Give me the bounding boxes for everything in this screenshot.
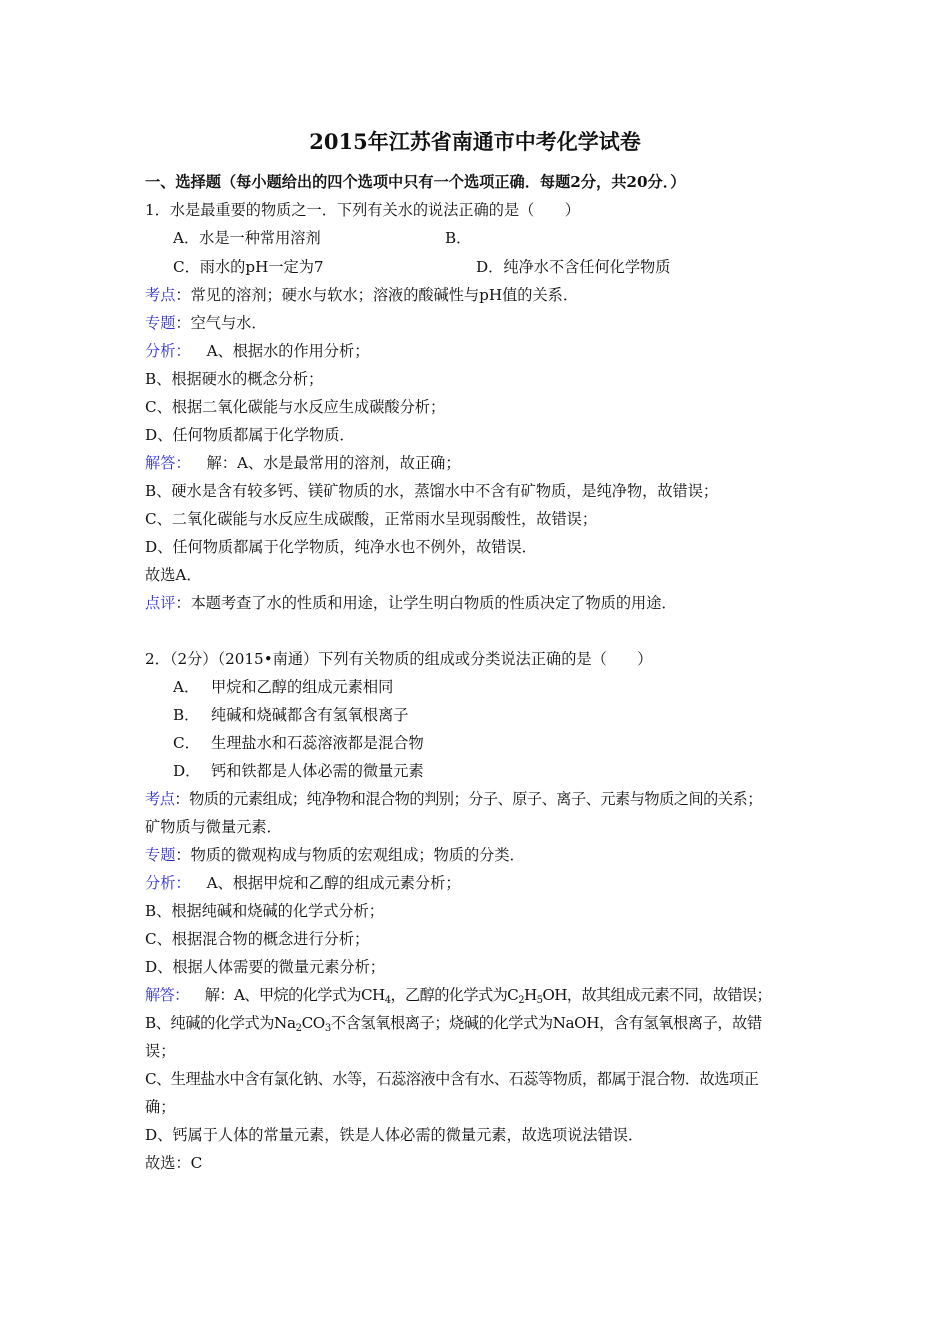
- q2-jieda-c-cont: 确；: [145, 1098, 176, 1116]
- q2-option-c: 生理盐水和石蕊溶液都是混合物: [211, 734, 424, 752]
- q2-jieda-c: C、生理盐水中含有氯化钠、水等，石蕊溶液中含有水、石蕊等物质，都属于混合物．故选项正: [145, 1070, 759, 1088]
- q2-jieda-b-cont: 误；: [145, 1042, 176, 1060]
- q2-jieda-d: D、钙属于人体的常量元素，铁是人体必需的微量元素，故选项说法错误．: [145, 1126, 644, 1144]
- q2-fenxi-b: B、根据纯碱和烧碱的化学式分析；: [145, 902, 384, 920]
- q2-zhuanti: [145, 845, 525, 865]
- q2-kaodian-cont: 矿物质与微量元素．: [145, 818, 282, 836]
- kaodian-label: 考点: [145, 286, 176, 304]
- q1-dianping: [145, 593, 677, 613]
- q1-kaodian: [145, 285, 578, 305]
- q2-option-a-letter: A．: [173, 678, 200, 696]
- jieda-b-text-3: 不含氢氧根离子；烧碱的化学式为NaOH，含有氢氧根离子，故错: [330, 1014, 762, 1032]
- fenxi-label: 分析：: [145, 874, 191, 892]
- zhuanti-text: ：物质的微观构成与物质的宏观组成；物质的分类．: [175, 846, 525, 864]
- fenxi-text: A、根据甲烷和乙醇的组成元素分析；: [206, 874, 461, 892]
- jieda-text-3: H: [523, 986, 537, 1004]
- q1-fenxi-d: D、任何物质都属于化学物质．: [145, 426, 355, 444]
- q1-option-d: D．纯净水不含任何化学物质: [476, 258, 671, 276]
- q1-zhuanti: [145, 313, 267, 333]
- q2-fenxi: [145, 873, 461, 893]
- q1-fenxi-c: C、根据二氧化碳能与水反应生成碳酸分析；: [145, 398, 446, 416]
- jieda-b-text-2: CO: [301, 1014, 325, 1032]
- q1-option-b-letter: B．: [445, 229, 472, 247]
- jieda-label: 解答：: [145, 454, 191, 472]
- section-heading: 一、选择题（每小题给出的四个选项中只有一个选项正确．每题2分，共20分．）: [145, 173, 686, 191]
- fenxi-label: 分析：: [145, 342, 191, 360]
- subscript: 5: [536, 995, 543, 1006]
- subscript: 4: [384, 995, 391, 1006]
- zhuanti-label: 专题: [145, 846, 176, 864]
- subscript: 2: [295, 1023, 302, 1034]
- q1-fenxi-b: B、根据硬水的概念分析；: [145, 370, 324, 388]
- q1-option-a: A．水是一种常用溶剂: [173, 229, 321, 247]
- fenxi-text: A、根据水的作用分析；: [206, 342, 370, 360]
- zhuanti-text: ：空气与水．: [175, 314, 267, 332]
- subscript: 2: [518, 995, 524, 1006]
- q1-jieda-d: D、任何物质都属于化学物质，纯净水也不例外，故错误．: [145, 538, 537, 556]
- dianping-text: ：本题考查了水的性质和用途，让学生明白物质的性质决定了物质的用途．: [175, 594, 677, 612]
- q2-jieda-b: [145, 1013, 762, 1033]
- q1-fenxi: [145, 341, 369, 361]
- q2-fenxi-d: D、根据人体需要的微量元素分析；: [145, 958, 385, 976]
- jieda-text-1: 解：A、甲烷的化学式为CH: [204, 986, 385, 1004]
- q2-option-b: 纯碱和烧碱都含有氢氧根离子: [211, 706, 409, 724]
- q2-fenxi-c: C、根据混合物的概念进行分析；: [145, 930, 370, 948]
- page-title: 2015年江苏省南通市中考化学试卷: [309, 129, 641, 154]
- kaodian-text: ：物质的元素组成；纯净物和混合物的判别；分子、原子、离子、元素与物质之间的关系；: [174, 790, 762, 808]
- q1-answer: 故选A．: [145, 566, 202, 584]
- question-2-stem: 2．（2分）（2015•南通）下列有关物质的组成或分类说法正确的是（ ）: [145, 650, 653, 668]
- q1-jieda: [145, 453, 461, 473]
- q2-kaodian: [145, 789, 762, 809]
- q2-jieda: [145, 985, 771, 1005]
- question-1-stem: 1．水是最重要的物质之一．下列有关水的说法正确的是（ ）: [145, 201, 580, 219]
- jieda-b-text-1: B、纯碱的化学式为Na: [145, 1014, 296, 1032]
- q2-answer: 故选：C: [145, 1154, 203, 1172]
- q2-option-d: 钙和铁都是人体必需的微量元素: [211, 762, 424, 780]
- q2-option-b-letter: B．: [173, 706, 200, 724]
- q1-jieda-c: C、二氧化碳能与水反应生成碳酸，正常雨水呈现弱酸性，故错误；: [145, 510, 598, 528]
- q1-jieda-b: B、硬水是含有较多钙、镁矿物质的水，蒸馏水中不含有矿物质，是纯净物，故错误；: [145, 482, 719, 500]
- q2-option-d-letter: D．: [173, 762, 201, 780]
- jieda-text-4: OH，故其组成元素不同，故错误；: [542, 986, 772, 1004]
- jieda-text: 解：A、水是最常用的溶剂，故正确；: [206, 454, 461, 472]
- jieda-text-2: ，乙醇的化学式为C: [390, 986, 519, 1004]
- kaodian-label: 考点: [145, 790, 175, 808]
- subscript: 3: [324, 1023, 331, 1034]
- q1-option-c: C．雨水的pH一定为7: [173, 258, 324, 276]
- dianping-label: 点评: [145, 594, 176, 612]
- q2-option-a: 甲烷和乙醇的组成元素相同: [211, 678, 394, 696]
- zhuanti-label: 专题: [145, 314, 176, 332]
- jieda-label: 解答：: [145, 986, 189, 1004]
- q2-option-c-letter: C．: [173, 734, 200, 752]
- kaodian-text: ：常见的溶剂；硬水与软水；溶液的酸碱性与pH值的关系．: [175, 286, 579, 304]
